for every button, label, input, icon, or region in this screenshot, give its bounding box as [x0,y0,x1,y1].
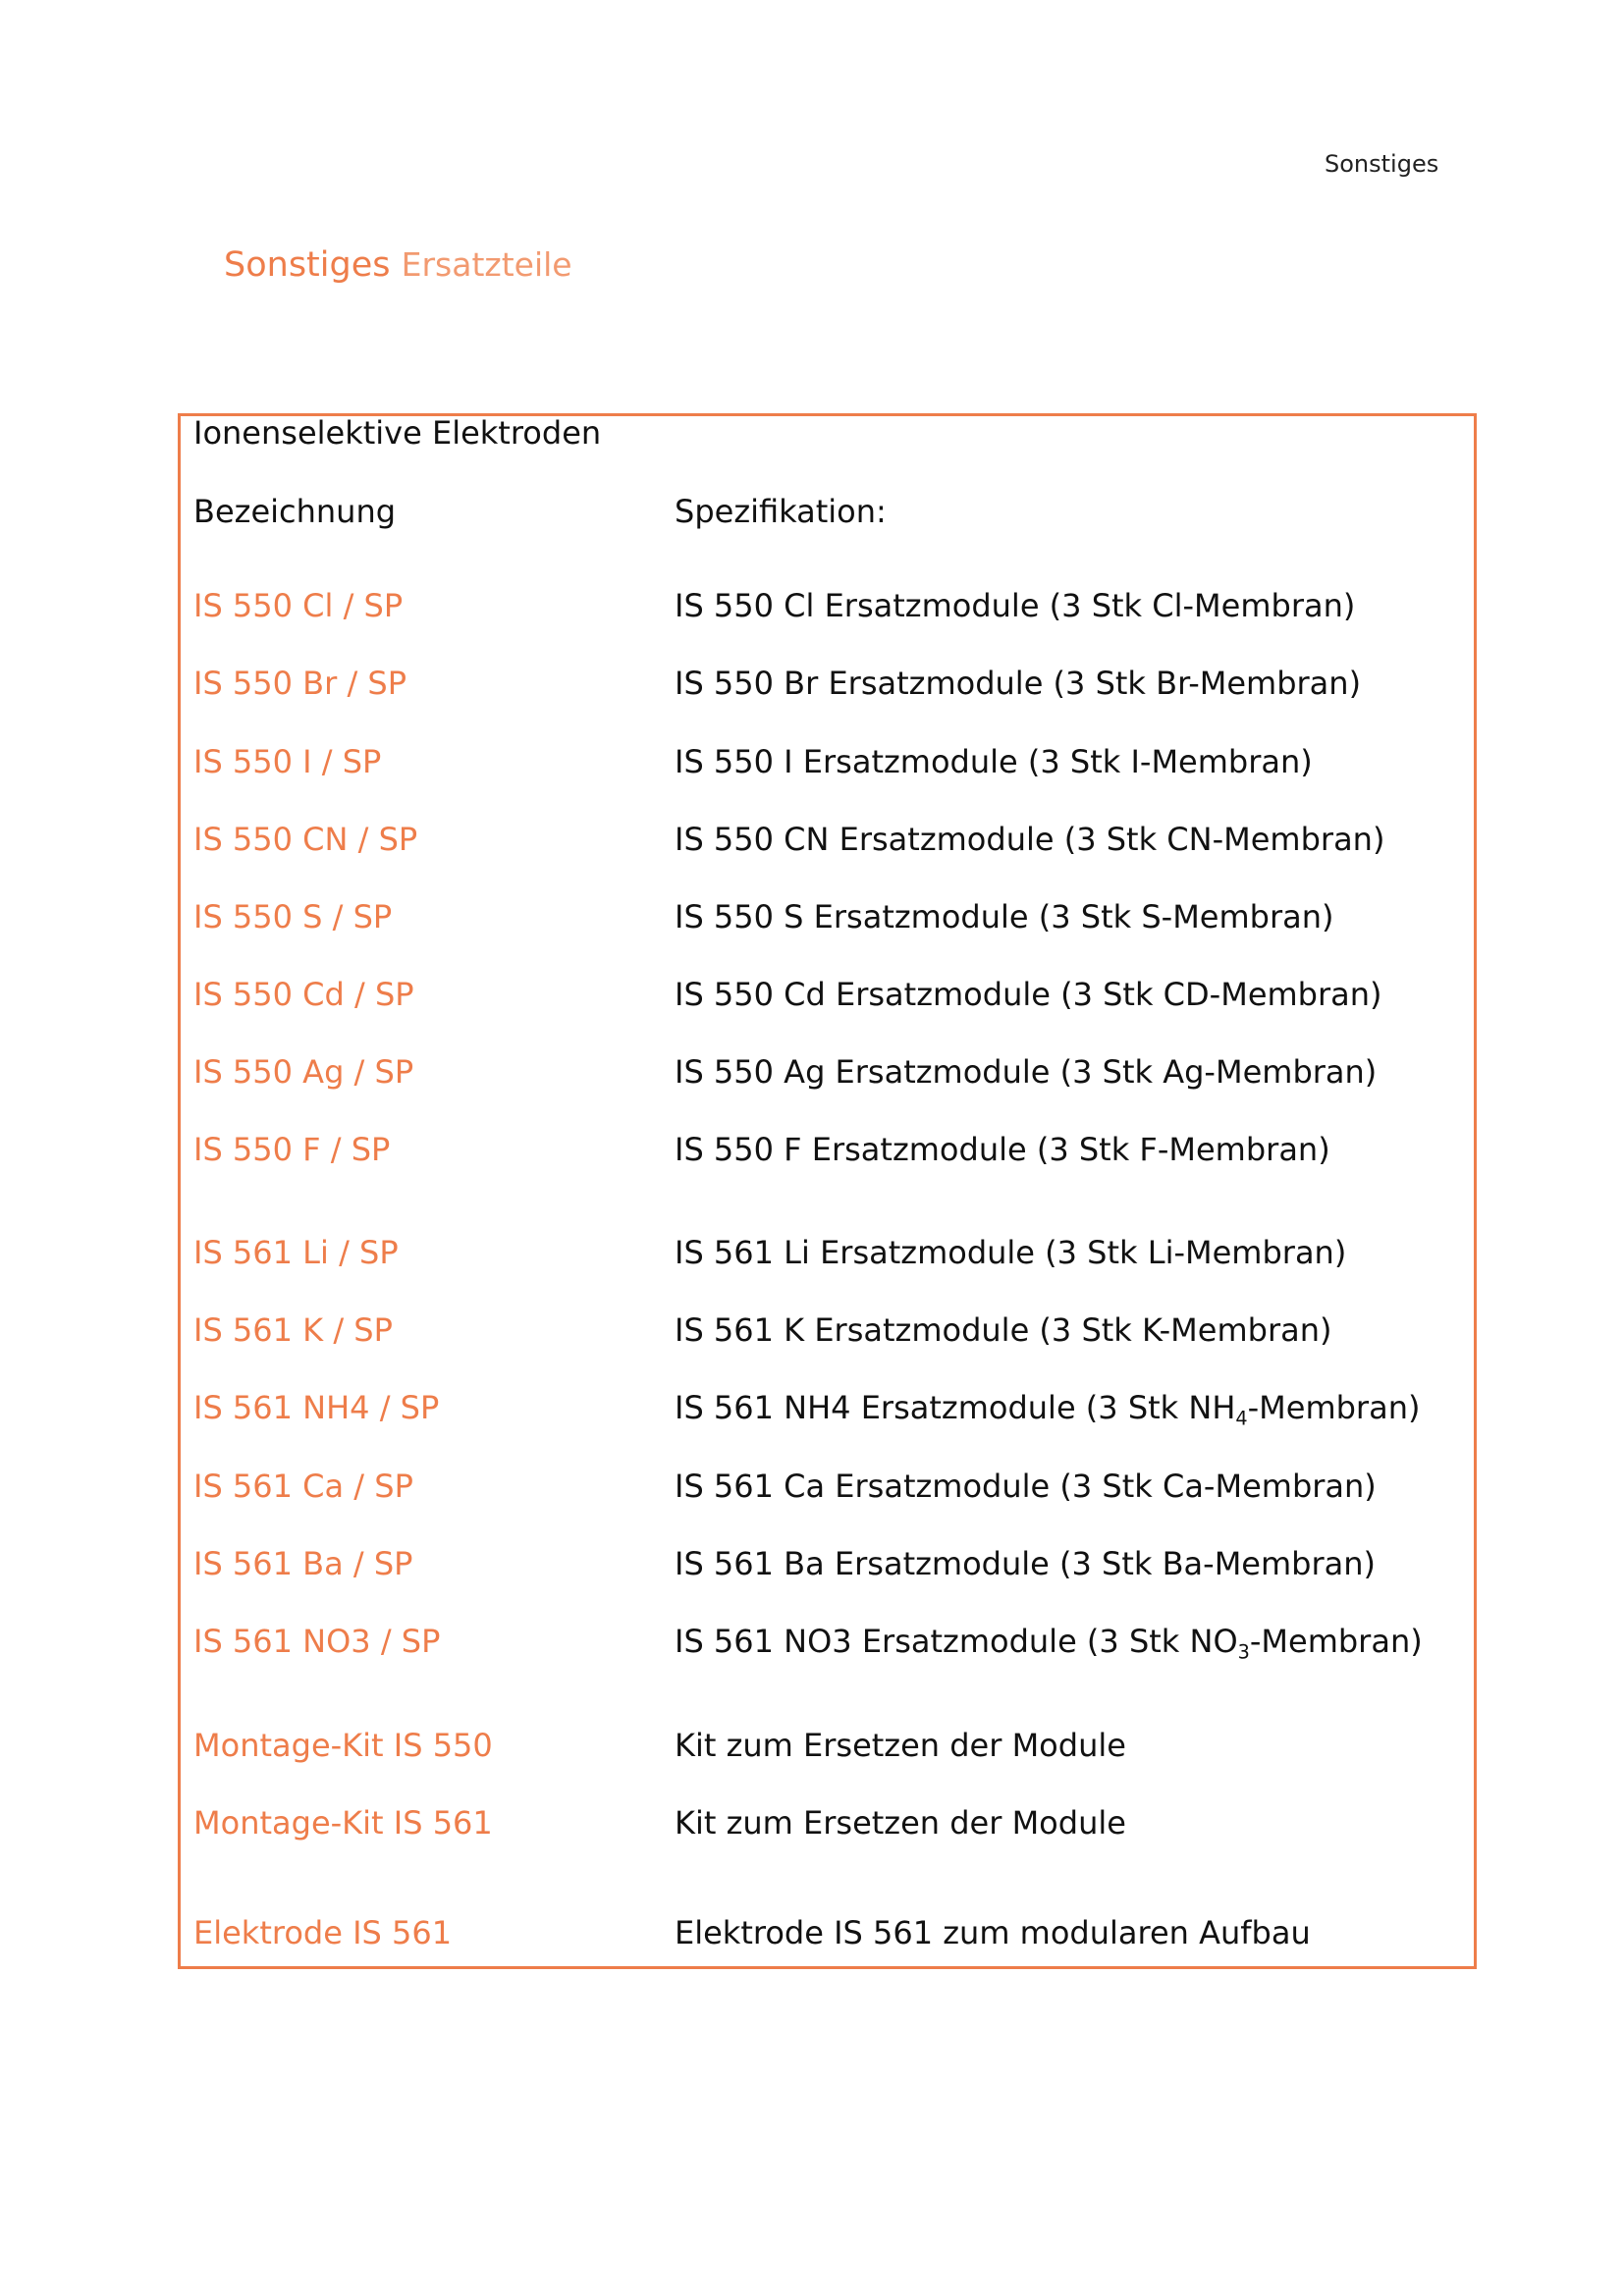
part-spec: IS 561 K Ersatzmodule (3 Stk K-Membran) [675,1311,1332,1349]
part-spec: IS 561 NO3 Ersatzmodule (3 Stk $NO_3-Membran$) [675,1623,1423,1664]
part-code: IS 550 Ag / SP [193,1053,414,1091]
part-code: IS 561 NH4 / SP [193,1389,440,1426]
part-code: IS 550 CN / SP [193,821,418,858]
part-spec: IS 561 Ca Ersatzmodule (3 Stk Ca-Membran) [675,1468,1377,1505]
part-code: IS 561 Ca / SP [193,1468,413,1505]
part-spec: IS 550 Ag Ersatzmodule (3 Stk Ag-Membran) [675,1053,1378,1091]
part-code: Montage-Kit IS 550 [193,1727,493,1764]
part-spec: IS 561 Li Ersatzmodule (3 Stk Li-Membran) [675,1234,1347,1271]
part-spec: IS 550 CN Ersatzmodule (3 Stk CN-Membran) [675,821,1385,858]
part-spec: IS 561 NH4 Ersatzmodule (3 Stk $NH_4-Membran$) [675,1389,1421,1430]
part-spec: IS 550 Cl Ersatzmodule (3 Stk Cl-Membran) [675,587,1356,624]
part-code: IS 561 Ba / SP [193,1545,413,1582]
part-spec: IS 550 S Ersatzmodule (3 Stk S-Membran) [675,898,1334,935]
part-spec: IS 550 Br Ersatzmodule (3 Stk Br-Membran) [675,665,1362,702]
running-header: Sonstiges [1325,150,1439,178]
part-code: Montage-Kit IS 561 [193,1804,493,1842]
page-title-main: Sonstiges [224,245,391,285]
part-code: IS 561 NO3 / SP [193,1623,441,1660]
part-code: IS 550 S / SP [193,898,393,935]
part-code: IS 550 F / SP [193,1131,391,1168]
part-code: IS 550 Cl / SP [193,587,404,624]
part-code: IS 550 I / SP [193,743,382,780]
part-code: IS 550 Br / SP [193,665,407,702]
part-code: IS 561 Li / SP [193,1234,399,1271]
part-spec: IS 550 I Ersatzmodule (3 Stk I-Membran) [675,743,1313,780]
part-spec: Elektrode IS 561 zum modularen Aufbau [675,1914,1311,1951]
part-code: IS 550 Cd / SP [193,976,414,1013]
part-spec: IS 550 Cd Ersatzmodule (3 Stk CD-Membran) [675,976,1382,1013]
part-spec: Kit zum Ersetzen der Module [675,1804,1126,1842]
column-header-code: Bezeichnung [193,493,397,530]
part-spec: Kit zum Ersetzen der Module [675,1727,1126,1764]
part-spec: IS 550 F Ersatzmodule (3 Stk F-Membran) [675,1131,1330,1168]
page-title-sub: Ersatzteile [401,245,572,284]
part-code: IS 561 K / SP [193,1311,393,1349]
part-code: Elektrode IS 561 [193,1914,453,1951]
column-header-spec: Spezifikation: [675,493,887,530]
section-heading: Ionenselektive Elektroden [193,414,602,452]
part-spec: IS 561 Ba Ersatzmodule (3 Stk Ba-Membran) [675,1545,1376,1582]
page-title [224,245,572,285]
